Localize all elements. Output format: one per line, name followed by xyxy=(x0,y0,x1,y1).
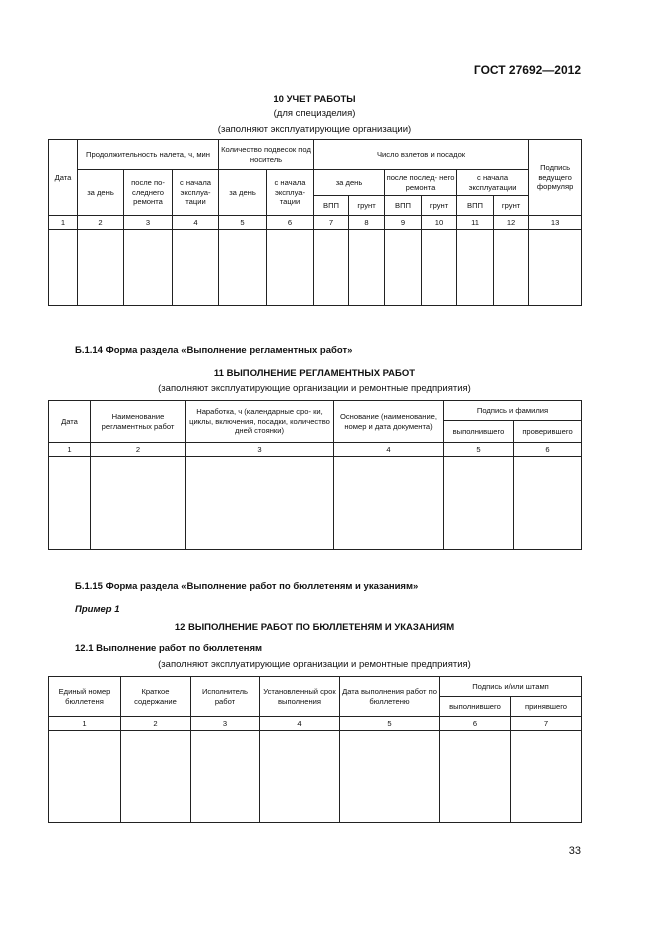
col-number: 4 xyxy=(173,216,219,230)
col-number: 3 xyxy=(191,717,260,731)
table-cell xyxy=(314,230,349,306)
b115-heading: Б.1.15 Форма раздела «Выполнение работ по бюллетеням и указаниям» xyxy=(75,581,419,592)
page-number: 33 xyxy=(568,845,581,857)
col-vpp: ВПП xyxy=(314,196,349,216)
col-number: 5 xyxy=(444,443,514,457)
section10-subtitle2: (заполняют эксплуатирующие организации) xyxy=(217,124,412,135)
table-cell xyxy=(529,230,582,306)
col-number: 1 xyxy=(49,216,78,230)
col-checker: проверившего xyxy=(514,421,582,443)
table-cell xyxy=(385,230,422,306)
col-t-per-day: за день xyxy=(314,170,385,196)
col-sign: Подпись и фамилия xyxy=(444,401,582,421)
col-signature: Подпись ведущего формуляр xyxy=(529,140,582,216)
table-cell xyxy=(191,731,260,823)
col-executor: Исполнитель работ xyxy=(191,677,260,717)
col-basis: Основание (наименование, номер и дата документа) xyxy=(334,401,444,443)
col-t-since-start: с начала эксплуатации xyxy=(457,170,529,196)
table-cell xyxy=(267,230,314,306)
table-cell xyxy=(494,230,529,306)
section12-1-heading: 12.1 Выполнение работ по бюллетеням xyxy=(75,643,263,654)
col-work-name: Наименование регламентных работ xyxy=(91,401,186,443)
col-sign: Подпись и/или штамп xyxy=(440,677,582,697)
table-row xyxy=(49,230,582,306)
col-number: 11 xyxy=(457,216,494,230)
section12-title: 12 ВЫПОЛНЕНИЕ РАБОТ ПО БЮЛЛЕТЕНЯМ И УКАЗАНИЯМ xyxy=(174,622,455,633)
table-cell xyxy=(422,230,457,306)
col-number: 1 xyxy=(49,717,121,731)
col-number: 1 xyxy=(49,443,91,457)
bulletin-table xyxy=(48,676,582,823)
table-cell xyxy=(334,457,444,550)
col-takeoffs: Число взлетов и посадок xyxy=(314,140,529,170)
table-cell xyxy=(340,731,440,823)
section11-title: 11 ВЫПОЛНЕНИЕ РЕГЛАМЕНТНЫХ РАБОТ xyxy=(213,368,416,379)
col-number: 5 xyxy=(340,717,440,731)
col-number: 6 xyxy=(267,216,314,230)
col-number: 6 xyxy=(440,717,511,731)
col-t-after-repair: после послед- него ремонта xyxy=(385,170,457,196)
table-cell xyxy=(260,731,340,823)
table-cell xyxy=(124,230,173,306)
table-cell xyxy=(186,457,334,550)
b114-heading: Б.1.14 Форма раздела «Выполнение регламентных работ» xyxy=(75,345,353,356)
col-ground: грунт xyxy=(349,196,385,216)
col-number: 3 xyxy=(124,216,173,230)
example-label: Пример 1 xyxy=(75,604,120,615)
col-date: Дата xyxy=(49,401,91,443)
table-cell xyxy=(511,731,582,823)
col-number: 4 xyxy=(260,717,340,731)
table-row xyxy=(49,731,582,823)
col-vpp: ВПП xyxy=(385,196,422,216)
col-vpp: ВПП xyxy=(457,196,494,216)
col-number: 12 xyxy=(494,216,529,230)
standard-number: ГОСТ 27692—2012 xyxy=(473,63,581,77)
section12-subtitle: (заполняют эксплуатирующие организации и ремонтные предприятия) xyxy=(158,659,471,670)
table-cell xyxy=(91,457,186,550)
table-cell xyxy=(440,731,511,823)
col-number: 10 xyxy=(422,216,457,230)
col-number: 7 xyxy=(314,216,349,230)
col-number: 6 xyxy=(514,443,582,457)
work-record-table xyxy=(48,139,582,306)
col-summary: Краткое содержание xyxy=(121,677,191,717)
col-per-day: за день xyxy=(78,170,124,216)
section10-subtitle1: (для специзделия) xyxy=(273,108,356,119)
col-performer: выполнившего xyxy=(444,421,514,443)
table-cell xyxy=(78,230,124,306)
table-cell xyxy=(349,230,385,306)
col-suspensions: Количество подвесок под носитель xyxy=(219,140,314,170)
col-performer: выполнившего xyxy=(440,697,511,717)
table-cell xyxy=(457,230,494,306)
table-cell xyxy=(49,457,91,550)
table-row xyxy=(49,457,582,550)
col-after-repair: после по- следнего ремонта xyxy=(124,170,173,216)
col-number: 7 xyxy=(511,717,582,731)
col-number: 5 xyxy=(219,216,267,230)
col-number: 13 xyxy=(529,216,582,230)
col-since-start: с начала эксплуа- тации xyxy=(173,170,219,216)
section11-subtitle: (заполняют эксплуатирующие организации и ремонтные предприятия) xyxy=(158,383,471,394)
col-receiver: принявшего xyxy=(511,697,582,717)
col-number: 9 xyxy=(385,216,422,230)
col-per-day-2: за день xyxy=(219,170,267,216)
col-exec-date: Дата выполнения работ по бюллетеню xyxy=(340,677,440,717)
table-cell xyxy=(49,731,121,823)
col-number: 4 xyxy=(334,443,444,457)
col-ground: грунт xyxy=(494,196,529,216)
col-bulletin-number: Единый номер бюллетеня xyxy=(49,677,121,717)
col-runtime: Наработка, ч (календарные сро- ки, циклы, включения, посадки, количество дней стоянки) xyxy=(186,401,334,443)
col-date: Дата xyxy=(49,140,78,216)
table-cell xyxy=(49,230,78,306)
col-number: 8 xyxy=(349,216,385,230)
maintenance-table xyxy=(48,400,582,550)
col-number: 3 xyxy=(186,443,334,457)
col-number: 2 xyxy=(91,443,186,457)
col-number: 2 xyxy=(121,717,191,731)
col-duration: Продолжительность налета, ч, мин xyxy=(78,140,219,170)
col-deadline: Установленный срок выполнения xyxy=(260,677,340,717)
table-cell xyxy=(173,230,219,306)
section10-title: 10 УЧЕТ РАБОТЫ xyxy=(273,94,356,105)
col-number: 2 xyxy=(78,216,124,230)
table-cell xyxy=(121,731,191,823)
col-ground: грунт xyxy=(422,196,457,216)
table-cell xyxy=(514,457,582,550)
table-cell xyxy=(444,457,514,550)
table-cell xyxy=(219,230,267,306)
col-since-start-2: с начала эксплуа- тации xyxy=(267,170,314,216)
